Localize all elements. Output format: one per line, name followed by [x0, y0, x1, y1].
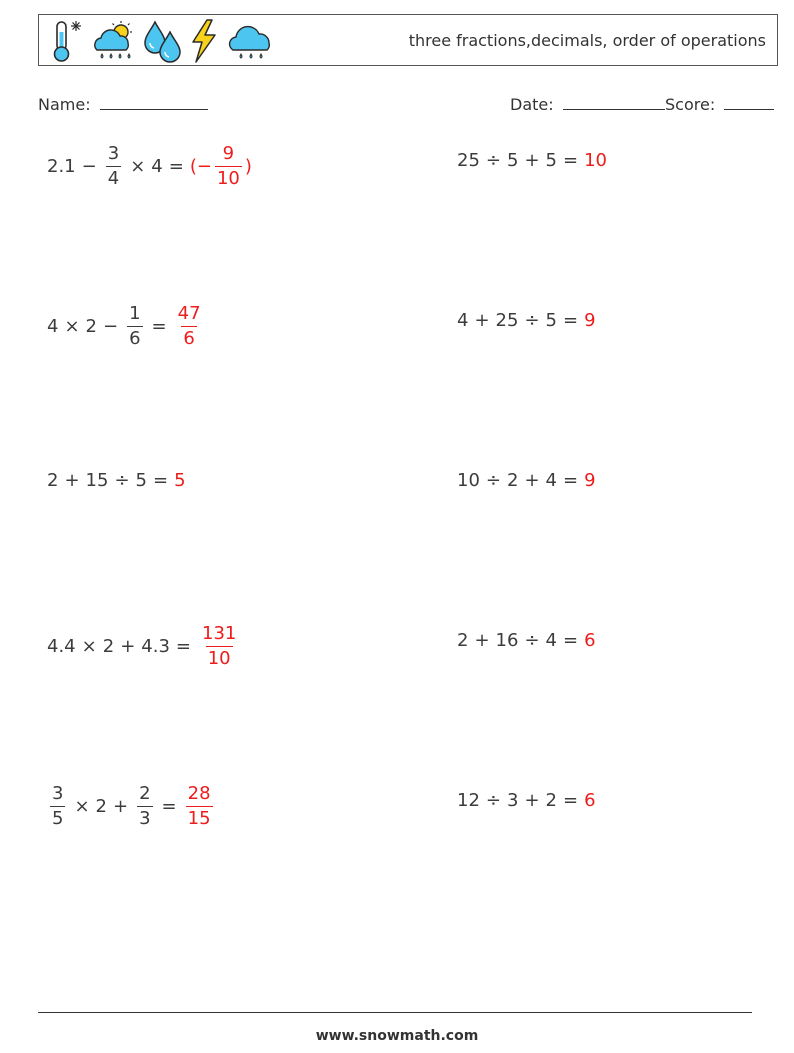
denominator: 10 — [207, 648, 231, 669]
fraction — [176, 305, 203, 348]
problem-10 — [457, 790, 596, 811]
answer-value: 6 — [584, 630, 596, 651]
date-field — [510, 93, 665, 114]
water-drops-icon — [141, 18, 183, 64]
name-label: Name: — [38, 95, 91, 114]
numerator: 9 — [222, 143, 235, 164]
number: 2 — [102, 636, 115, 657]
problem-3 — [47, 305, 206, 348]
numerator: 2 — [139, 783, 151, 804]
operator: − — [81, 156, 97, 177]
equals-sign: = — [161, 796, 177, 817]
lightning-icon — [187, 18, 223, 64]
numerator: 1 — [129, 303, 141, 324]
operator: × — [130, 156, 146, 177]
answer-value: 5 — [174, 470, 186, 491]
date-label: Date: — [510, 95, 554, 114]
number: 5 — [507, 150, 519, 171]
equals-sign: = — [153, 470, 169, 491]
operator: ÷ — [524, 630, 540, 651]
operator: + — [474, 630, 490, 651]
operator: × — [64, 316, 80, 337]
number: 2.1 — [47, 156, 76, 177]
operator: ÷ — [485, 470, 501, 491]
denominator: 3 — [139, 808, 151, 829]
weather-icons — [47, 18, 275, 64]
number: 16 — [495, 630, 519, 651]
number: 4 — [47, 316, 59, 337]
number: 2 — [507, 470, 519, 491]
number: 10 — [457, 470, 480, 491]
number: 2 — [95, 796, 107, 817]
fraction — [186, 785, 213, 828]
worksheet-title: three fractions,decimals, order of operations — [408, 31, 766, 50]
operator: ÷ — [485, 150, 501, 171]
answer-prefix: (− — [189, 156, 212, 177]
date-blank[interactable] — [563, 93, 665, 110]
operator: × — [74, 796, 90, 817]
score-blank[interactable] — [724, 93, 774, 110]
equals-sign: = — [175, 636, 192, 657]
answer — [183, 785, 216, 828]
problem-1 — [47, 145, 252, 188]
numerator: 47 — [177, 303, 201, 324]
answer-value: 9 — [584, 470, 596, 491]
fraction — [106, 145, 121, 188]
operator: + — [113, 796, 129, 817]
problem-8 — [457, 630, 596, 651]
answer — [173, 305, 206, 348]
answer — [584, 630, 595, 651]
operator: ÷ — [485, 790, 501, 811]
thermometer-icon — [47, 18, 87, 64]
problem-2 — [457, 150, 607, 171]
operator: − — [103, 316, 119, 337]
number: 4 — [151, 156, 163, 177]
equals-sign: = — [151, 316, 167, 337]
operator: ÷ — [524, 310, 540, 331]
answer — [584, 310, 595, 331]
number: 2 — [47, 470, 59, 491]
operator: + — [120, 636, 136, 657]
number: 2 — [85, 316, 97, 337]
cloud-sun-rain-icon — [91, 18, 137, 64]
numerator: 3 — [52, 783, 64, 804]
problem-5 — [47, 470, 186, 491]
score-field — [665, 93, 774, 114]
number: 12 — [457, 790, 480, 811]
footer-url: www.snowmath.com — [315, 1028, 479, 1044]
answer — [197, 625, 241, 668]
number: 2 — [457, 630, 469, 651]
problem-6 — [457, 470, 596, 491]
equals-sign: = — [563, 310, 579, 331]
answer-value: 10 — [584, 150, 607, 171]
answer — [584, 790, 595, 811]
numerator: 28 — [187, 783, 211, 804]
problem-9 — [47, 785, 216, 828]
fraction — [50, 785, 65, 828]
answer — [584, 470, 595, 491]
name-field — [38, 93, 208, 114]
answer — [584, 150, 607, 171]
number: 5 — [135, 470, 147, 491]
operator: × — [81, 636, 97, 657]
answer-suffix: ) — [244, 156, 252, 177]
number: 4 — [545, 470, 557, 491]
operator: + — [524, 790, 540, 811]
equals-sign: = — [563, 790, 579, 811]
denominator: 10 — [216, 168, 240, 189]
numerator: 3 — [107, 143, 120, 164]
number: 4.4 — [47, 636, 76, 657]
number: 5 — [545, 150, 557, 171]
denominator: 4 — [107, 168, 120, 189]
answer — [190, 145, 252, 188]
denominator: 15 — [187, 808, 211, 829]
operator: + — [474, 310, 490, 331]
fraction — [200, 625, 238, 668]
denominator: 5 — [52, 808, 64, 829]
number: 25 — [457, 150, 480, 171]
equals-sign: = — [563, 630, 579, 651]
footer-divider — [38, 1012, 752, 1013]
operator: + — [524, 150, 540, 171]
number: 25 — [495, 310, 519, 331]
operator: + — [524, 470, 540, 491]
denominator: 6 — [183, 328, 195, 349]
score-label: Score: — [665, 95, 716, 114]
number: 5 — [545, 310, 557, 331]
number: 3 — [507, 790, 519, 811]
answer-value: 9 — [584, 310, 596, 331]
fraction — [127, 305, 142, 348]
equals-sign: = — [168, 156, 184, 177]
number: 4 — [545, 630, 557, 651]
numerator: 131 — [202, 623, 237, 644]
rain-cloud-icon — [227, 18, 275, 64]
operator: ÷ — [114, 470, 130, 491]
fraction — [137, 785, 152, 828]
equals-sign: = — [563, 470, 579, 491]
number: 4 — [457, 310, 469, 331]
operator: + — [64, 470, 80, 491]
problem-7 — [47, 625, 241, 668]
worksheet-header — [38, 14, 778, 66]
answer-value: 6 — [584, 790, 596, 811]
number: 4.3 — [141, 636, 170, 657]
number: 15 — [85, 470, 109, 491]
answer — [174, 470, 185, 491]
denominator: 6 — [129, 328, 141, 349]
problem-4 — [457, 310, 596, 331]
equals-sign: = — [563, 150, 579, 171]
fraction — [215, 145, 242, 188]
name-blank[interactable] — [100, 93, 208, 110]
number: 2 — [545, 790, 557, 811]
